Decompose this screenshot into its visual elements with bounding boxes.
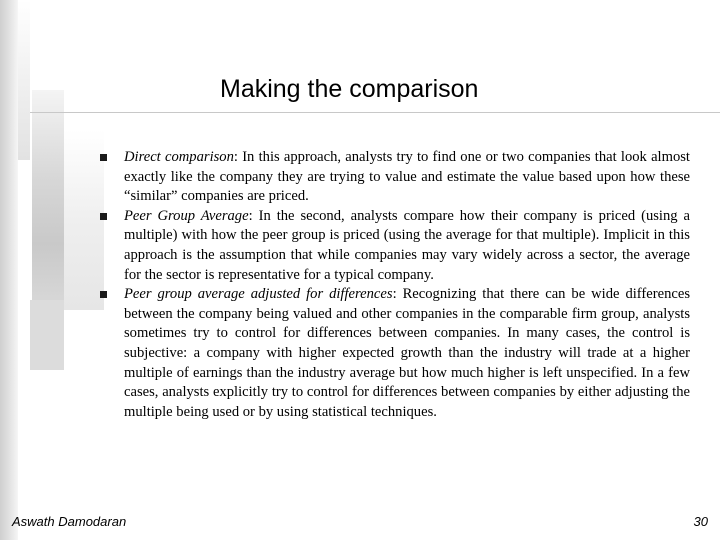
bullet-item: [98, 148, 690, 207]
title-rule: [30, 112, 720, 113]
slide-title: Making the comparison: [220, 75, 479, 103]
decorative-sidebar-bar: [32, 90, 64, 310]
bullet-text: : In this approach, analysts try to find one or two companies that look almost exactly like the company they are trying to value and estimate the value based upon how these “similar” companies are priced.: [124, 149, 690, 205]
page-number: 30: [693, 514, 708, 529]
bullet-item: [98, 285, 690, 422]
decorative-sidebar-bar: [30, 300, 64, 370]
footer-author: Aswath Damodaran: [12, 514, 127, 529]
square-bullet-icon: [100, 154, 107, 161]
bullet-term: Peer Group Average: [124, 207, 249, 224]
square-bullet-icon: [100, 213, 107, 220]
bullet-list: [98, 148, 690, 422]
bullet-term: Peer group average adjusted for differences: [124, 286, 393, 303]
bullet-term: Direct comparison: [124, 149, 234, 165]
bullet-text: : In the second, analysts compare how their company is priced (using a multiple) with how the peer group is priced (using the average for that multiple). Implicit in this approach is the assumption that while companies may vary widely across a sector, the average for the sector is representative for a typical company.: [124, 207, 690, 283]
decorative-sidebar-bar: [0, 0, 18, 540]
bullet-item: [98, 207, 690, 285]
decorative-sidebar-bar: [18, 0, 30, 160]
square-bullet-icon: [100, 291, 107, 298]
bullet-text: : Recognizing that there can be wide differences between the company being valued and other companies in the comparable firm group, analysts sometimes try to control for differences between companies. In many cases, the control is subjective: a company with higher expected growth than the industry will trade at a higher multiple of earnings than the industry average but how much higher is left unspecified. In a few cases, analysts explicitly try to control for differences between companies by either adjusting the multiple being used or by using statistical techniques.: [124, 286, 690, 420]
